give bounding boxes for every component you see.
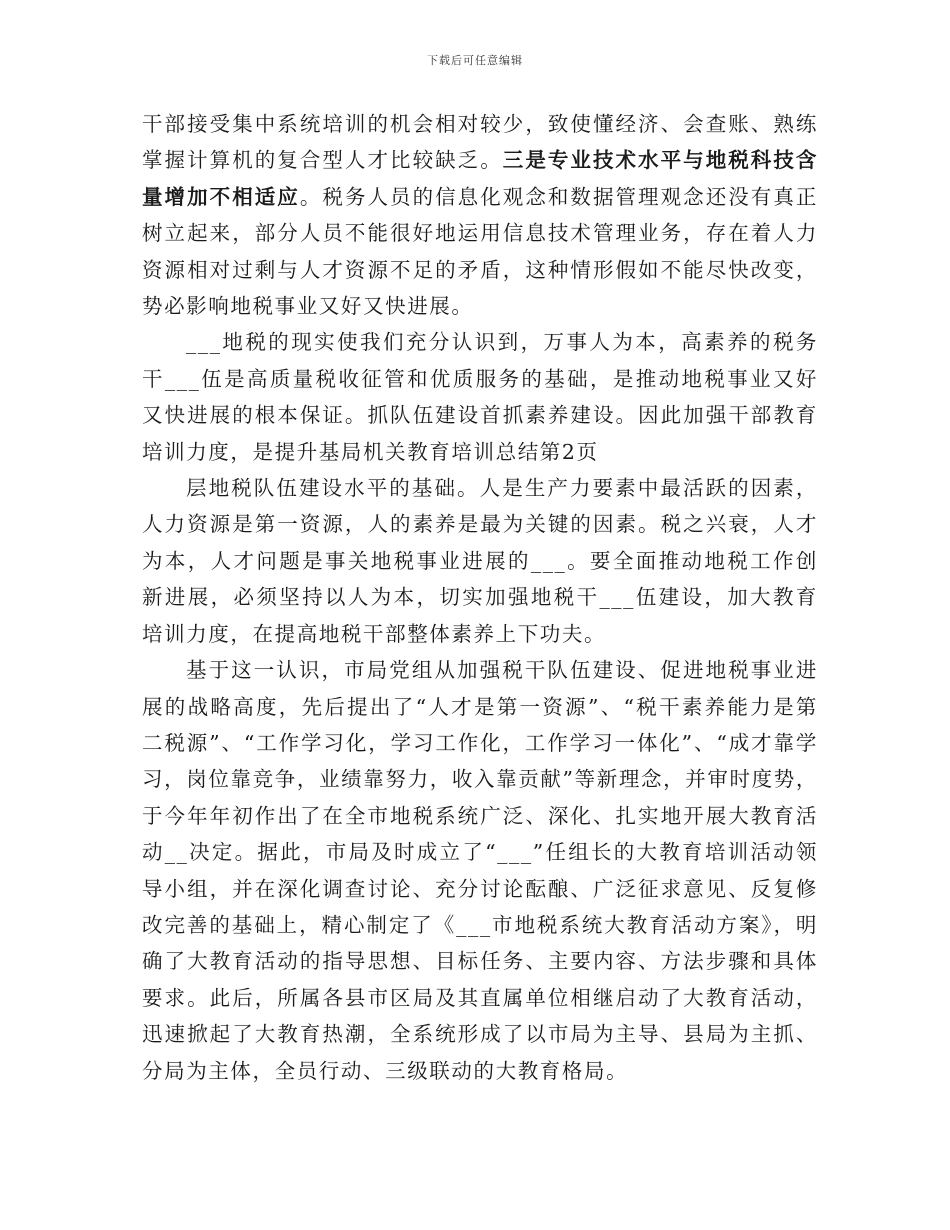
paragraph-text: ___地税的现实使我们充分认识到，万事人为本，高素养的税务干___伍是高质量税收征管和优质服务的基础，是推动地税事业又好又快进展的根本保证。抓队伍建设首抓素养建设。因此加强干部教育培训力度，是提升基局机关教育培训总结第2页 (142, 330, 818, 464)
paragraph (142, 470, 818, 652)
paragraph (142, 106, 818, 324)
paragraph (142, 652, 818, 1089)
paragraph-text: 。税务人员的信息化观念和数据管理观念还没有真正树立起来，部分人员不能很好地运用信息技术管理业务，存在着人力资源相对过剩与人才资源不足的矛盾，这种情形假如不能尽快改变，势必影响地税事业又好又快进展。 (142, 184, 818, 319)
page-header: 下载后可任意编辑 (427, 54, 523, 67)
paragraph-text: 基于这一认识，市局党组从加强税干队伍建设、促进地税事业进展的战略高度，先后提出了“人才是第一资源”、“税干素养能力是第二税源”、“工作学习化，学习工作化，工作学习一体化”、“成才靠学习，岗位靠竞争，业绩靠努力，收入靠贡献”等新理念，并审时度势，于今年年初作出了在全市地税系统广泛、深化、扎实地开展大教育活动__决定。据此，市局及时成立了“___”任组长的大教育培训活动领导小组，并在深化调查讨论、充分讨论酝酿、广泛征求意见、反复修改完善的基础上，精心制定了《___市地税系统大教育活动方案》，明确了大教育活动的指导思想、目标任务、主要内容、方法步骤和具体要求。此后，所属各县市区局及其直属单位相继启动了大教育活动，迅速掀起了大教育热潮，全系统形成了以市局为主导、县局为主抓、分局为主体，全员行动、三级联动的大教育格局。 (142, 658, 818, 1083)
paragraph (142, 324, 818, 470)
document-body (142, 106, 818, 1089)
paragraph-text: 干部接受集中系统培训的机会相对较少，致使懂经济、会查账、熟练掌握计算机的复合型人才比较缺乏。 (142, 112, 818, 173)
paragraph-text: 层地税队伍建设水平的基础。人是生产力要素中最活跃的因素，人力资源是第一资源，人的素养是最为关键的因素。税之兴衰，人才为本，人才问题是事关地税事业进展的___。要全面推动地税工作创新进展，必须坚持以人为本，切实加强地税干___伍建设，加大教育培训力度，在提高地税干部整体素养上下功夫。 (142, 476, 818, 646)
bold-heading-text: 三是专业技术水平与地税科技含量增加不相适应 (142, 148, 818, 209)
